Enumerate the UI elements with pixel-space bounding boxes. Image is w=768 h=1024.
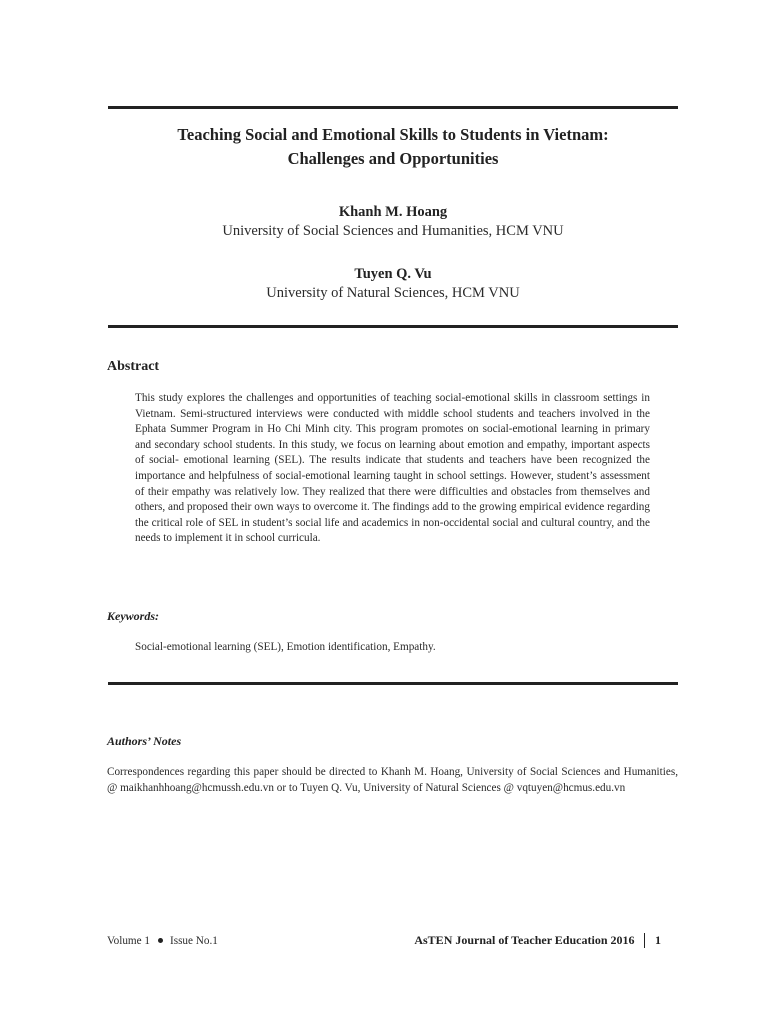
footer-journal-name: AsTEN Journal of Teacher Education 2016 (414, 933, 635, 947)
author-name: Tuyen Q. Vu (354, 266, 432, 282)
bullet-icon (158, 938, 163, 943)
page-number: 1 (655, 933, 661, 947)
footer-volume-issue (107, 935, 218, 947)
footer-journal (414, 933, 661, 948)
footer-volume: Volume 1 (107, 935, 150, 947)
title-line-1: Teaching Social and Emotional Skills to Students in Vietnam: (177, 125, 609, 144)
divider (644, 933, 646, 948)
author-2 (108, 265, 678, 303)
author-1 (108, 203, 678, 241)
footer-issue: Issue No.1 (170, 935, 218, 947)
section-rule (108, 682, 678, 685)
keywords-heading: Keywords: (107, 609, 159, 623)
paper-title (108, 123, 678, 171)
authors-notes-heading: Authors’ Notes (107, 734, 182, 748)
author-affiliation: University of Natural Sciences, HCM VNU (266, 285, 520, 301)
abstract-text: This study explores the challenges and opportunities of teaching social-emotional skills in classroom settings in Vietnam. Semi-structured interviews were conducted with middle school students and teachers involved in the Ephata Summer Program in Ho Chi Minh city. This program promotes on social-emotional learning in primary and secondary school students. In this study, we focus on learning about emotion and empathy, important aspects of social- emotional learning (SEL). The results indicate that students and teachers have been recognized the importance and helpfulness of social-emotional learning taught in school settings. However, student’s assessment of their empathy was relatively low. They realized that there were difficulties and obstacles from themselves and others, and proposed their own ways to overcome it. The findings add to the growing empirical evidence regarding the critical role of SEL in student’s social life and academics in non-occidental social and cultural country, and the needs to implement it in school curricula. (135, 392, 650, 545)
top-rule (108, 106, 678, 109)
title-line-2: Challenges and Opportunities (287, 149, 499, 168)
abstract-heading: Abstract (107, 359, 160, 374)
keywords-text: Social-emotional learning (SEL), Emotion identification, Empathy. (135, 641, 436, 653)
authors-notes-text: Correspondences regarding this paper should be directed to Khanh M. Hoang, University of Social Sciences and Humanities, @ maikhanhhoang@hcmussh.edu.vn or to Tuyen Q. Vu, University of Natural Sciences @ vqtuyen@hcmus.edu.vn (107, 766, 678, 794)
section-rule (108, 325, 678, 328)
author-affiliation: University of Social Sciences and Humanities, HCM VNU (222, 223, 564, 239)
author-name: Khanh M. Hoang (338, 204, 448, 220)
